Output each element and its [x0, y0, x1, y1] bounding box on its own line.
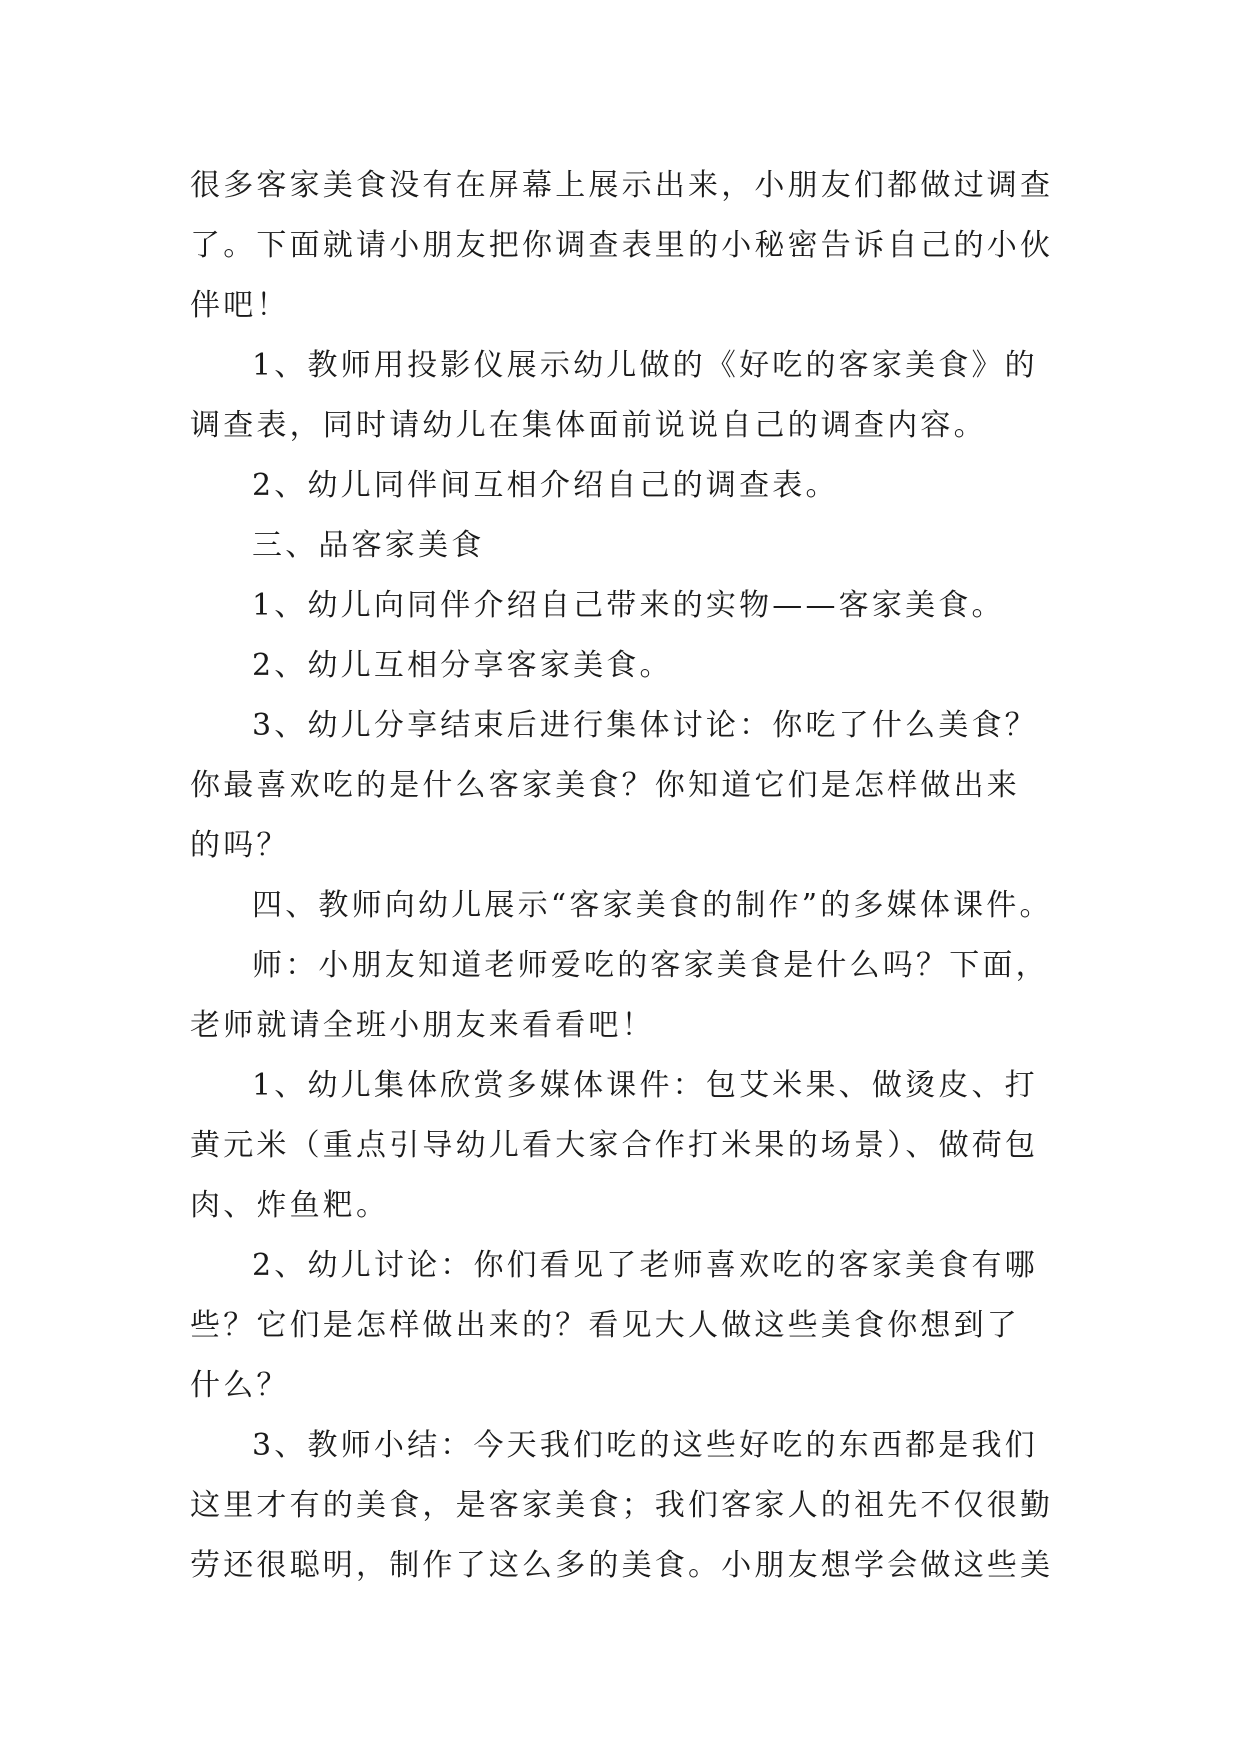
document-body	[190, 156, 1070, 1596]
text-line: 3、教师小结：今天我们吃的这些好吃的东西都是我们	[252, 1428, 1038, 1463]
text-line: 1、教师用投影仪展示幼儿做的《好吃的客家美食》的	[252, 348, 1038, 383]
text-line: 师：小朋友知道老师爱吃的客家美食是什么吗？下面，	[252, 948, 1049, 983]
paragraph-12	[190, 1416, 1070, 1596]
text-line: 四、教师向幼儿展示“客家美食的制作”的多媒体课件。	[252, 888, 1053, 923]
text-line: 肉、炸鱼粑。	[190, 1188, 390, 1223]
text-line: 什么？	[190, 1368, 290, 1403]
text-line: 劳还很聪明，制作了这么多的美食。小朋友想学会做这些美	[190, 1548, 1054, 1583]
text-line: 调查表，同时请幼儿在集体面前说说自己的调查内容。	[190, 408, 987, 443]
text-line: 很多客家美食没有在屏幕上展示出来，小朋友们都做过调查	[190, 168, 1054, 203]
text-line: 些？它们是怎样做出来的？看见大人做这些美食你想到了	[190, 1308, 1020, 1343]
text-line: 1、幼儿集体欣赏多媒体课件：包艾米果、做烫皮、打	[252, 1068, 1038, 1103]
text-line: 三、品客家美食	[252, 528, 485, 563]
text-line: 伴吧！	[190, 288, 290, 323]
paragraph-10	[190, 1056, 1070, 1236]
paragraph-6	[190, 636, 1070, 696]
paragraph-5	[190, 576, 1070, 636]
paragraph-9	[190, 936, 1070, 1056]
text-line: 2、幼儿讨论：你们看见了老师喜欢吃的客家美食有哪	[252, 1248, 1038, 1283]
text-line: 黄元米（重点引导幼儿看大家合作打米果的场景）、做荷包	[190, 1128, 1039, 1163]
text-line: 2、幼儿互相分享客家美食。	[252, 648, 673, 683]
section-heading-4	[190, 876, 1070, 936]
text-line: 3、幼儿分享结束后进行集体讨论：你吃了什么美食？	[252, 708, 1038, 743]
paragraph-3	[190, 456, 1070, 516]
paragraph-1	[190, 156, 1070, 336]
text-line: 老师就请全班小朋友来看看吧！	[190, 1008, 655, 1043]
text-line: 了。下面就请小朋友把你调查表里的小秘密告诉自己的小伙	[190, 228, 1054, 263]
section-heading-3	[190, 516, 1070, 576]
paragraph-2	[190, 336, 1070, 456]
text-line: 2、幼儿同伴间互相介绍自己的调查表。	[252, 468, 839, 503]
text-line: 你最喜欢吃的是什么客家美食？你知道它们是怎样做出来	[190, 768, 1020, 803]
text-line: 这里才有的美食，是客家美食；我们客家人的祖先不仅很勤	[190, 1488, 1054, 1523]
text-line: 的吗？	[190, 828, 290, 863]
paragraph-11	[190, 1236, 1070, 1416]
paragraph-7	[190, 696, 1070, 876]
text-line: 1、幼儿向同伴介绍自己带来的实物——客家美食。	[252, 588, 1005, 623]
